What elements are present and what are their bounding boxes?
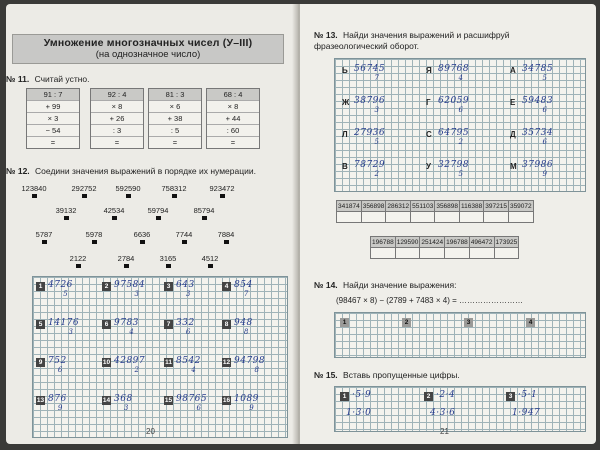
cipher-letter: Д <box>510 130 516 139</box>
connect-dot-icon <box>64 216 69 220</box>
connect-number-value: 592590 <box>115 184 141 193</box>
missing-digit-multiplicand[interactable]: ·5·1 <box>518 390 538 400</box>
connect-dot-icon <box>82 194 87 198</box>
cipher-letter: Г <box>426 98 431 107</box>
handwritten-multiplicand: 59483 <box>522 96 554 106</box>
handwritten-multiplier: 6 <box>542 138 548 146</box>
handwritten-multiplicand: 98765 <box>176 394 208 404</box>
connect-dot-icon <box>126 194 131 198</box>
task15-number: № 15. <box>314 370 338 380</box>
exercise-number-badge: 10 <box>102 359 111 366</box>
left-page <box>6 4 298 444</box>
connect-number <box>202 184 242 198</box>
title-box <box>12 34 284 64</box>
task15-label <box>314 370 460 380</box>
handwritten-multiplicand: 1089 <box>234 394 259 404</box>
cipher-letter: Ь <box>342 66 348 75</box>
handwritten-multiplicand: 94798 <box>234 356 266 366</box>
connect-number-value: 5978 <box>85 230 103 239</box>
connect-number-value: 3165 <box>159 254 177 263</box>
mental-math-step: + 38 <box>149 112 201 124</box>
exercise-number-badge: 9 <box>36 358 45 367</box>
connect-number <box>122 230 162 244</box>
missing-digit-multiplicand[interactable]: ·5·9 <box>352 390 372 400</box>
exercise-number-badge: 1 <box>340 392 349 401</box>
task15-grid <box>334 386 586 432</box>
code-blank-row-1 <box>337 212 534 223</box>
handwritten-multiplicand: 42897 <box>114 356 146 366</box>
exercise-number-badge: 5 <box>36 320 45 329</box>
mental-math-step: = <box>27 136 79 148</box>
connect-number-value: 123840 <box>21 184 47 193</box>
handwritten-multiplicand: 4726 <box>48 280 73 290</box>
exercise-number-badge: 2 <box>424 392 433 401</box>
missing-digit-multiplicand[interactable]: ·2·4 <box>436 390 456 400</box>
handwritten-multiplicand: 854 <box>234 280 253 290</box>
handwritten-multiplier: 6 <box>185 328 191 336</box>
handwritten-multiplicand: 368 <box>114 394 133 404</box>
handwritten-multiplier: 6 <box>542 106 548 114</box>
task14-expression: (98467 × 8) − (2789 + 7483 × 4) = …………………… <box>336 296 523 305</box>
handwritten-multiplier: 8 <box>254 366 260 374</box>
connect-number-value: 7884 <box>217 230 235 239</box>
connect-number-value: 59794 <box>147 206 169 215</box>
exercise-number-badge: 11 <box>165 359 172 366</box>
connect-dot-icon <box>76 264 81 268</box>
mental-math-step: + 99 <box>27 100 79 112</box>
connect-number-value: 292752 <box>71 184 97 193</box>
exercise-number-badge: 12 <box>222 359 231 366</box>
exercise-number-badge: 7 <box>164 320 173 329</box>
mental-math-step: − 54 <box>27 124 79 136</box>
cipher-letter: Ж <box>342 98 350 107</box>
cipher-letter: У <box>426 162 431 171</box>
code-number-cell: 196788 <box>372 238 394 246</box>
mental-math-step: × 8 <box>91 100 143 112</box>
handwritten-multiplicand: 14176 <box>48 318 80 328</box>
answer-letter-cell[interactable] <box>469 248 494 259</box>
page-subtitle: (на однозначное число) <box>95 49 201 60</box>
code-number-cell: 496472 <box>470 238 493 246</box>
answer-letter-cell[interactable] <box>508 212 533 223</box>
answer-letter-cell[interactable] <box>460 212 484 223</box>
task11-number: № 11. <box>6 74 30 84</box>
handwritten-multiplicand: 38796 <box>354 96 386 106</box>
connect-dot-icon <box>124 264 129 268</box>
connect-number <box>206 230 246 244</box>
mental-math-step: = <box>207 136 259 148</box>
answer-letter-cell[interactable] <box>494 248 519 259</box>
step-number-badge: 3 <box>464 318 473 327</box>
connect-number-value: 4512 <box>201 254 219 263</box>
exercise-number-badge: 14 <box>102 397 111 404</box>
connect-dot-icon <box>202 216 207 220</box>
missing-digit-result[interactable]: 1·3·0 <box>346 408 372 418</box>
handwritten-multiplicand: 876 <box>48 394 67 404</box>
task13-number: № 13. <box>314 30 338 40</box>
handwritten-multiplicand: 97584 <box>114 280 146 290</box>
handwritten-multiplicand: 89768 <box>438 64 470 74</box>
handwritten-multiplier: 4 <box>129 328 135 336</box>
code-number-cell: 551103 <box>412 202 434 210</box>
page-number-left: 20 <box>146 427 155 436</box>
answer-letter-cell[interactable] <box>445 248 470 259</box>
cipher-letter: В <box>342 162 348 171</box>
connect-number-value: 2122 <box>69 254 87 263</box>
missing-digit-result[interactable]: 4·3·6 <box>430 408 456 418</box>
connect-number <box>148 254 188 268</box>
answer-letter-cell[interactable] <box>420 248 445 259</box>
missing-digit-result[interactable]: 1·947 <box>512 408 541 418</box>
code-number-cell: 173925 <box>495 238 518 246</box>
connect-number-value: 7744 <box>175 230 193 239</box>
mental-math-step: : 5 <box>149 124 201 136</box>
connect-number <box>106 254 146 268</box>
cipher-letter: С <box>426 130 432 139</box>
exercise-number-badge: 4 <box>222 282 231 291</box>
handwritten-multiplicand: 752 <box>48 356 67 366</box>
connect-number <box>184 206 224 220</box>
exercise-number-badge: 3 <box>164 282 173 291</box>
task11-label <box>6 74 90 84</box>
handwritten-multiplicand: 62059 <box>438 96 470 106</box>
answer-letter-cell[interactable] <box>337 212 362 223</box>
mental-math-step: × 8 <box>207 100 259 112</box>
task15-text: Вставь пропущенные цифры. <box>343 370 460 380</box>
exercise-number-badge: 15 <box>164 397 173 404</box>
page-number-right: 21 <box>440 427 449 436</box>
right-page <box>300 4 596 444</box>
mental-math-box <box>26 88 80 149</box>
mental-math-step: 68 : 4 <box>207 89 259 100</box>
connect-number-value: 85794 <box>193 206 215 215</box>
connect-dot-icon <box>140 240 145 244</box>
mental-math-step: 91 : 7 <box>27 89 79 100</box>
code-number-cell: 116388 <box>461 202 483 210</box>
handwritten-multiplicand: 8542 <box>176 356 201 366</box>
code-number-cell: 359072 <box>509 202 532 210</box>
answer-letter-cell[interactable] <box>484 212 509 223</box>
connect-dot-icon <box>166 264 171 268</box>
task12-number: № 12. <box>6 166 30 176</box>
handwritten-multiplier: 7 <box>243 290 249 298</box>
handwritten-multiplicand: 27936 <box>354 128 386 138</box>
handwritten-multiplicand: 37986 <box>522 160 554 170</box>
task14-label <box>314 280 456 290</box>
connect-number <box>64 184 104 198</box>
task13-label <box>314 30 584 52</box>
handwritten-multiplier: 6 <box>57 366 63 374</box>
code-number-cell: 196788 <box>446 238 468 246</box>
exercise-number-badge: 1 <box>36 282 45 291</box>
handwritten-multiplicand: 9783 <box>114 318 139 328</box>
answer-letter-cell[interactable] <box>395 248 420 259</box>
connect-number-value: 5787 <box>35 230 53 239</box>
mental-math-step: = <box>91 136 143 148</box>
connect-number <box>58 254 98 268</box>
handwritten-multiplier: 8 <box>243 328 249 336</box>
handwritten-multiplicand: 32798 <box>438 160 470 170</box>
connect-number-value: 6636 <box>133 230 151 239</box>
cipher-letter: Е <box>510 98 516 107</box>
exercise-number-badge: 13 <box>36 397 45 404</box>
handwritten-multiplier: 2 <box>458 138 464 146</box>
connect-number <box>164 230 204 244</box>
connect-number <box>14 184 54 198</box>
step-number-badge: 2 <box>402 318 411 327</box>
connect-number <box>24 230 64 244</box>
handwritten-multiplier: 4 <box>458 74 464 82</box>
connect-dot-icon <box>112 216 117 220</box>
connect-number <box>94 206 134 220</box>
code-number-cell: 356898 <box>436 202 459 210</box>
mental-math-step: : 60 <box>207 124 259 136</box>
handwritten-multiplier: 9 <box>249 404 255 412</box>
connect-number-value: 2784 <box>117 254 135 263</box>
handwritten-multiplier: 3 <box>123 404 129 412</box>
mental-math-step: 81 : 3 <box>149 89 201 100</box>
handwritten-multiplicand: 332 <box>176 318 195 328</box>
handwritten-multiplicand: 78729 <box>354 160 386 170</box>
step-number-badge: 1 <box>340 318 349 327</box>
task13-text: Найди значения выражений и расшифруй фразеологический оборот. <box>314 30 510 51</box>
handwritten-multiplicand: 948 <box>234 318 253 328</box>
handwritten-multiplier: 9 <box>57 404 63 412</box>
handwritten-multiplier: 5 <box>63 290 69 298</box>
handwritten-multiplicand: 35734 <box>522 128 554 138</box>
connect-number <box>108 184 148 198</box>
handwritten-multiplier: 3 <box>185 290 191 298</box>
handwritten-multiplier: 5 <box>542 74 548 82</box>
code-blank-row-2 <box>371 248 519 259</box>
task14-grid <box>334 312 586 358</box>
handwritten-multiplicand: 56745 <box>354 64 386 74</box>
connect-number-value: 42534 <box>103 206 125 215</box>
cipher-letter: М <box>510 162 517 171</box>
mental-math-box <box>90 88 144 149</box>
exercise-number-badge: 6 <box>102 320 111 329</box>
connect-number <box>46 206 86 220</box>
mental-math-box <box>148 88 202 149</box>
connect-number-value: 923472 <box>209 184 235 193</box>
page-title: Умножение многозначных чисел <box>43 37 220 49</box>
handwritten-multiplicand: 34785 <box>522 64 554 74</box>
connect-dot-icon <box>224 240 229 244</box>
connect-dot-icon <box>182 240 187 244</box>
handwritten-multiplier: 6 <box>196 404 202 412</box>
page-title-part: (У–III) <box>222 37 253 49</box>
mental-math-box <box>206 88 260 149</box>
mental-math-step: × 6 <box>149 100 201 112</box>
cipher-letter: Я <box>426 66 432 75</box>
handwritten-multiplier: 3 <box>68 328 74 336</box>
code-table-1 <box>336 200 534 223</box>
step-number-badge: 4 <box>526 318 535 327</box>
connect-dot-icon <box>220 194 225 198</box>
handwritten-multiplicand: 64795 <box>438 128 470 138</box>
connect-number <box>138 206 178 220</box>
connect-number <box>154 184 194 198</box>
exercise-number-badge: 3 <box>506 392 515 401</box>
mental-math-step: + 26 <box>91 112 143 124</box>
connect-number <box>74 230 114 244</box>
answer-letter-cell[interactable] <box>386 212 411 223</box>
handwritten-multiplier: 3 <box>134 290 140 298</box>
connect-dot-icon <box>172 194 177 198</box>
connect-number <box>190 254 230 268</box>
handwritten-multiplier: 5 <box>374 138 380 146</box>
task12-text: Соедини значения выражений в порядке их нумерации. <box>35 166 256 176</box>
cipher-letter: А <box>510 66 516 75</box>
code-number-cell: 397215 <box>485 202 507 210</box>
task14-text: Найди значение выражения: <box>343 280 457 290</box>
handwritten-multiplier: 2 <box>374 170 380 178</box>
connect-number-value: 758312 <box>161 184 187 193</box>
code-table-2 <box>370 236 519 259</box>
mental-math-step: × 3 <box>27 112 79 124</box>
mental-math-step: + 44 <box>207 112 259 124</box>
code-row-1 <box>337 201 534 212</box>
task11-text: Считай устно. <box>34 74 90 84</box>
answer-letter-cell[interactable] <box>361 212 386 223</box>
code-number-cell: 251424 <box>421 238 444 246</box>
mental-math-step: = <box>149 136 201 148</box>
handwritten-multiplier: 7 <box>374 74 380 82</box>
handwritten-multiplier: 5 <box>458 170 464 178</box>
exercise-number-badge: 8 <box>222 320 231 329</box>
exercise-number-badge: 16 <box>222 397 231 404</box>
handwritten-multiplier: 3 <box>374 106 380 114</box>
connect-dot-icon <box>32 194 37 198</box>
connect-dot-icon <box>92 240 97 244</box>
task12-label <box>6 166 256 176</box>
exercise-number-badge: 2 <box>102 282 111 291</box>
handwritten-multiplier: 9 <box>542 170 548 178</box>
answer-letter-cell[interactable] <box>435 212 460 223</box>
connect-dot-icon <box>42 240 47 244</box>
handwritten-multiplier: 6 <box>458 106 464 114</box>
handwritten-multiplier: 4 <box>191 366 197 374</box>
answer-letter-cell[interactable] <box>411 212 435 223</box>
code-number-cell: 286312 <box>387 202 410 210</box>
cipher-letter: Л <box>342 130 348 139</box>
handwritten-multiplier: 2 <box>134 366 140 374</box>
code-number-cell: 356898 <box>362 202 385 210</box>
code-number-cell: 341874 <box>338 202 360 210</box>
handwritten-multiplicand: 643 <box>176 280 195 290</box>
mental-math-step: 92 : 4 <box>91 89 143 100</box>
code-row-2 <box>371 237 519 248</box>
task14-number: № 14. <box>314 280 338 290</box>
connect-dot-icon <box>208 264 213 268</box>
code-number-cell: 129590 <box>396 238 419 246</box>
connect-number-value: 39132 <box>55 206 77 215</box>
mental-math-step: : 3 <box>91 124 143 136</box>
connect-dot-icon <box>156 216 161 220</box>
answer-letter-cell[interactable] <box>371 248 396 259</box>
